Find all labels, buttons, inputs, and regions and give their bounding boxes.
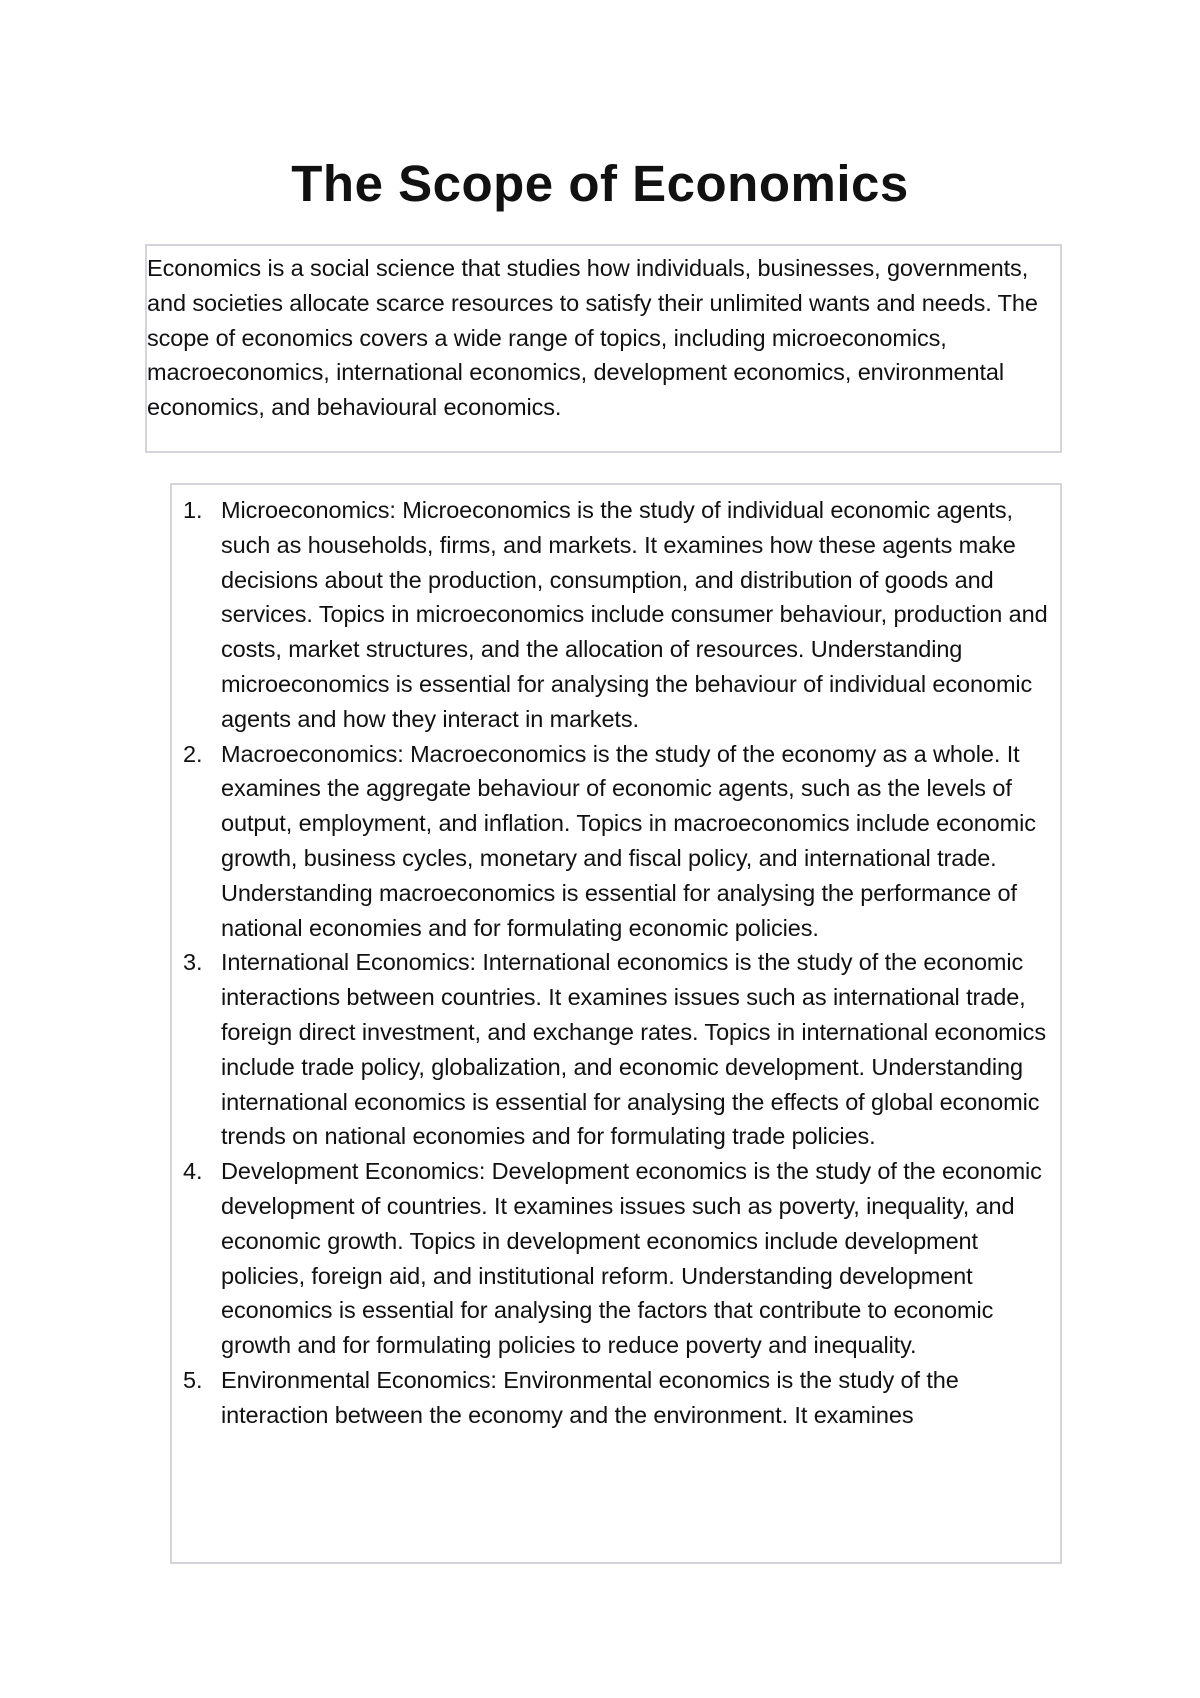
topic-item-microeconomics xyxy=(172,493,1054,737)
intro-paragraph: Economics is a social science that studies how individuals, businesses, governments, and societies allocate scarce resources to satisfy their unlimited wants and needs. The scope of economics covers a wide range of topics, including microeconomics, macroeconomics, international economics, development economics, environmental economics, and behavioural economics. xyxy=(147,255,1038,421)
topic-item-environmental-economics xyxy=(172,1363,1054,1433)
topic-item-international-economics xyxy=(172,945,1054,1154)
topic-text: Microeconomics: Microeconomics is the study of individual economic agents, such as households, firms, and markets. It examines how these agents make decisions about the production, consumption, and distribution of goods and services. Topics in microeconomics include consumer behaviour, production and costs, market structures, and the allocation of resources. Understanding microeconomics is essential for analysing the behaviour of individual economic agents and how they interact in markets. xyxy=(221,497,1048,732)
intro-box xyxy=(145,244,1062,453)
topic-text: International Economics: International economics is the study of the economic interactions between countries. It examines issues such as international trade, foreign direct investment, and exchange rates. Topics in international economics include trade policy, globalization, and economic development. Understanding international economics is essential for analysing the effects of global economic trends on national economies and for formulating trade policies. xyxy=(221,949,1046,1150)
topic-text: Environmental Economics: Environmental economics is the study of the interaction between the economy and the environment. It examines xyxy=(221,1366,959,1428)
topic-number: 5. xyxy=(183,1366,203,1393)
topic-text: Macroeconomics: Macroeconomics is the study of the economy as a whole. It examines the aggregate behaviour of economic agents, such as the levels of output, employment, and inflation. Topics in macroeconomics include economic growth, business cycles, monetary and fiscal policy, and international trade. Understanding macroeconomics is essential for analysing the performance of national economies and for formulating economic policies. xyxy=(221,740,1036,941)
topic-number: 2. xyxy=(183,740,203,767)
topic-number: 4. xyxy=(183,1158,203,1185)
topic-number: 1. xyxy=(183,497,203,523)
topic-number: 3. xyxy=(183,949,203,976)
topics-list xyxy=(172,485,1060,1433)
page-title: The Scope of Economics xyxy=(291,155,909,212)
topic-text: Development Economics: Development economics is the study of the economic development of countries. It examines issues such as poverty, inequality, and economic growth. Topics in development economics include development policies, foreign aid, and institutional reform. Understanding development economics is essential for analysing the factors that contribute to economic growth and for formulating policies to reduce poverty and inequality. xyxy=(221,1158,1042,1359)
topic-item-macroeconomics xyxy=(172,737,1054,946)
topic-item-development-economics xyxy=(172,1154,1054,1363)
topics-box xyxy=(170,483,1062,1564)
